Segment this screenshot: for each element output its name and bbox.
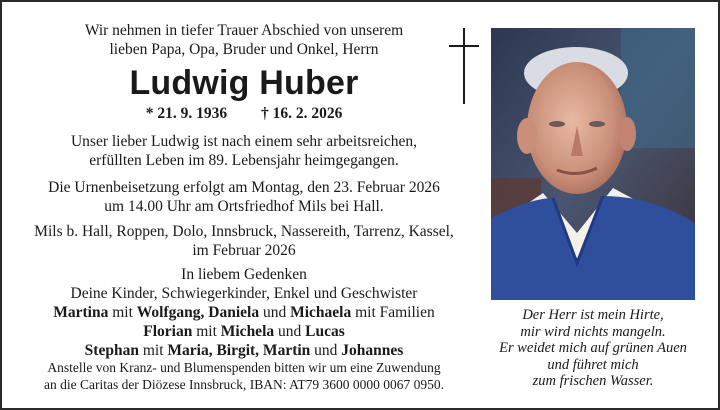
- mourner-name: Stephan: [84, 342, 139, 359]
- mourners-line-2: [20, 322, 468, 341]
- mourner-name: Johannes: [341, 342, 404, 359]
- mourners-line-1: [20, 303, 468, 322]
- mourners-block: [20, 265, 468, 360]
- quote-line: zum frischen Wasser.: [532, 373, 654, 390]
- donation-request: [20, 359, 468, 393]
- portrait-image: [491, 28, 695, 300]
- deceased-name: Ludwig Huber: [129, 64, 359, 102]
- connector: und: [259, 304, 291, 321]
- quote-line: mir wird nichts mangeln.: [520, 323, 666, 340]
- mourner-name: Martina: [53, 304, 109, 321]
- birth-date: * 21. 9. 1936: [145, 105, 228, 122]
- mourner-name: Michela: [220, 323, 275, 340]
- life-dates: [20, 105, 468, 123]
- mourner-name: Florian: [143, 323, 193, 340]
- summary-line: erfüllten Leben im 89. Lebensjahr heimgegangen.: [89, 152, 399, 169]
- donation-line: an die Caritas der Diözese Innsbruck, IBAN: AT79 3600 0000 0067 0950.: [43, 377, 445, 392]
- quote-line: Der Herr ist mein Hirte,: [522, 307, 664, 323]
- burial-info: [20, 178, 468, 216]
- places-line: Mils b. Hall, Roppen, Dolo, Innsbruck, Nassereith, Tarrenz, Kassel,: [34, 223, 454, 240]
- date-line: im Februar 2026: [192, 242, 296, 259]
- burial-line: Die Urnenbeisetzung erfolgt am Montag, den 23. Februar 2026: [48, 179, 440, 196]
- portrait-photo: [491, 28, 695, 300]
- connector: mit Familien: [351, 304, 435, 321]
- connector: mit: [192, 323, 221, 340]
- cross-icon: [449, 28, 479, 104]
- life-summary: [20, 132, 468, 170]
- connector: mit: [138, 342, 168, 359]
- bible-quote: [484, 307, 702, 390]
- quote-line: Er weidet mich auf grünen Auen: [499, 340, 687, 357]
- connector: mit: [108, 304, 137, 321]
- intro-line: lieben Papa, Opa, Bruder und Onkel, Herrn: [109, 41, 379, 58]
- death-date: † 16. 2. 2026: [260, 105, 343, 122]
- mourner-name: Maria, Birgit, Martin: [167, 342, 311, 359]
- summary-line: Unser lieber Ludwig ist nach einem sehr arbeitsreichen,: [70, 133, 418, 150]
- mourners-intro: Deine Kinder, Schwiegerkinder, Enkel und Geschwister: [70, 285, 418, 302]
- mourners-line-3: [20, 341, 468, 360]
- place-and-date: [20, 222, 468, 260]
- mourner-name: Lucas: [305, 323, 345, 340]
- intro-text: [20, 21, 468, 59]
- intro-line: Wir nehmen in tiefer Trauer Abschied von unserem: [84, 22, 404, 39]
- mourner-name: Michaela: [290, 304, 352, 321]
- quote-line: und führet mich: [547, 356, 639, 373]
- burial-line: um 14.00 Uhr am Ortsfriedhof Mils bei Hall.: [104, 198, 384, 215]
- donation-line: Anstelle von Kranz- und Blumenspenden bitten wir um eine Zuwendung: [47, 360, 441, 375]
- mourner-name: Wolfgang, Daniela: [136, 304, 260, 321]
- memory-heading: In liebem Gedenken: [181, 266, 307, 283]
- connector: und: [310, 342, 342, 359]
- connector: und: [274, 323, 306, 340]
